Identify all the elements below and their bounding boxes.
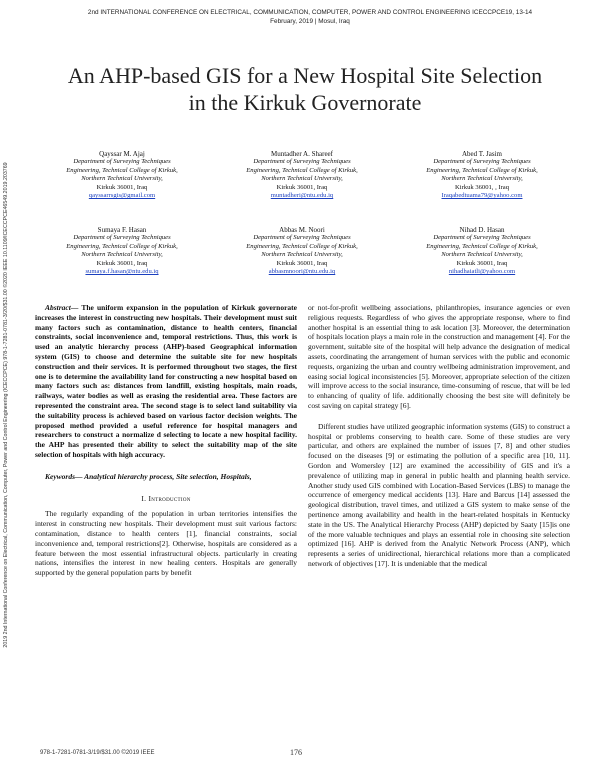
- author-dept: Department of Surveying Techniques: [73, 234, 171, 242]
- abstract: [35, 303, 297, 460]
- right-column: [308, 303, 570, 569]
- author-name: Abbas M. Noori: [279, 226, 325, 234]
- keywords: Keywords— Analytical hierarchy process, Site selection, Hospitals,: [45, 471, 252, 481]
- author-college: Engineering, Technical College of Kirkuk,: [246, 242, 358, 250]
- conference-header: [40, 8, 580, 26]
- author-univ: Northern Technical University,: [261, 251, 343, 259]
- author-city: Kirkuk 36001, , Iraq: [454, 183, 510, 191]
- title-line-1: An AHP-based GIS for a New Hospital Site Selection: [67, 63, 543, 88]
- author-univ: Northern Technical University,: [81, 175, 163, 183]
- author-block: [212, 226, 392, 276]
- author-univ: Northern Technical University,: [261, 175, 343, 183]
- author-email[interactable]: nihadhaiatli@yahoo.com: [448, 268, 516, 276]
- title-line-2: in the Kirkuk Governorate: [188, 90, 422, 115]
- page-number: 176: [290, 748, 302, 757]
- author-college: Engineering, Technical College of Kirkuk,: [246, 166, 358, 174]
- author-college: Engineering, Technical College of Kirkuk,: [66, 242, 178, 250]
- author-block: [392, 150, 572, 200]
- author-college: Engineering, Technical College of Kirkuk,: [66, 166, 178, 174]
- author-block: [212, 150, 392, 200]
- body-paragraph: Different studies have utilized geographic information systems (GIS) to construct a hospital or problems conserving to health care. Some of these studies are very particular, and others are explained the number of issues [7, 8] and other studies focused on the diseases [9] or estimating the pollution of a specific area [10, 11]. Gordon and Womersley [12] are examined the accessibility of GIS and it's a prevalence of utilizing map in general in public health and planning health service. Another study used GIS combined with Location-Based Services (LBS) to manage the occurrence of emergency medical accidents [13]. Hare and Barcus [14] assessed the geological distribution, travel times, and utilized a GIS system to make sense of the pertinence among availability and health in the heart-related hospitals in Kentucky state in the US. The Analytical Hierarchy Process (AHP) depicted by Saaty [15]is one of the more valuable techniques and plays an essential role in choosing site selection optimized [16]. AHP is derived from the Analytic Network Process (ANP), which represents a series of unidirectional, hierarchical relations more than a complicated network of objectives [17]. It is undeniable that the medical: [308, 421, 570, 568]
- author-name: Sumaya F. Hasan: [97, 226, 147, 234]
- author-city: Kirkuk 36001, Iraq: [276, 259, 328, 267]
- author-city: Kirkuk 36001, Iraq: [456, 259, 508, 267]
- author-name: Abed T. Jasim: [462, 150, 502, 158]
- author-city: Kirkuk 36001, Iraq: [96, 183, 148, 191]
- section-heading: I. Introduction: [141, 493, 191, 503]
- author-name: Muntadher A. Shareef: [270, 150, 333, 158]
- author-email[interactable]: muntadheri@ntu.edu.iq: [270, 192, 334, 200]
- left-column: [35, 303, 297, 578]
- author-univ: Northern Technical University,: [441, 251, 523, 259]
- copyright-footer: 978-1-7281-0781-3/19/$31.00 ©2019 IEEE: [40, 750, 155, 756]
- author-name: Nihad D. Hasan: [459, 226, 505, 234]
- author-email[interactable]: qayssarrsgis@gmail.com: [88, 192, 156, 200]
- author-city: Kirkuk 36001, Iraq: [276, 183, 328, 191]
- intro-paragraph: The regularly expanding of the population in urban territories intensifies the interest in constructing new hospitals. Their development must suit various factors: contamination, distance to health centers [1], financial constraints, social inconvenience and, temporal restrictions[2]. Otherwise, hospitals are considered as a feature between the most essential infrastructural objects. particularly in creating nations, intensifies the interest in new healing centers. Hospitals are generally supported by the general population parts by benefit: [35, 509, 297, 578]
- author-block: [32, 226, 212, 276]
- author-college: Engineering, Technical College of Kirkuk,: [426, 242, 538, 250]
- body-paragraph: or not-for-profit wellbeing associations, philanthropies, insurance agencies or even religious requests. Regardless of who gives the appropriate response, where to find another hospital is an essential thing to ask location [3]. Moreover, the determination of hospitals location plays a main role in the construction and management [4]. For the government, suitable site of the hospital will help advance the designation of medical assets, coordinating the arrangement of human services with the public and economic requests, organizing the urban and country wellbeing administration improvement, and easing social logical inconsistencies [5]. Moreover, appropriate selection of the citizen will improve access to the social insurance, time-consuming of rescue, that will be led to enhancing of quality of life. additionally choosing the best site will definitely be cost saving on capital strategy [6].: [308, 303, 570, 410]
- conference-line-1: 2nd INTERNATIONAL CONFERENCE ON ELECTRICAL, COMMUNICATION, COMPUTER, POWER AND CONTROL ENGINEERING ICECCPCE19, 13-14: [87, 9, 533, 16]
- author-name: Qayssar M. Ajaj: [99, 150, 145, 158]
- author-email[interactable]: abbasmnoori@ntu.edu.iq: [268, 268, 336, 276]
- author-college: Engineering, Technical College of Kirkuk,: [426, 166, 538, 174]
- author-dept: Department of Surveying Techniques: [253, 234, 351, 242]
- author-dept: Department of Surveying Techniques: [433, 234, 531, 242]
- author-univ: Northern Technical University,: [81, 251, 163, 259]
- abstract-text: The uniform expansion in the population of Kirkuk governorate increases the interest in constructing new hospitals. Their development must suit many factors such as contamination, distance to health centers, financial constraints, social inconvenience and, temporal restrictions. Thus, this work is used an analytic hierarchy process (AHP)-based Geographical information system (GIS) to choose and determine the suitable site for new hospitals construction and their services. It is performed throughout two stages, the first one is to determine the availability land for constructing a new hospital based on many factors such as: distances from landfill, existing hospitals, main roads, railways, water bodies as well as erasing the residential area. These factors are represented the constraint area. The second stage is to select land suitability via the suitability process is achieved based on various factor decision weights. The proposed method provided a useful reference for hospital managers and researchers to construct a normalize d selecting to locate a new hospital facility. the AHP has presented their ability to select the suitability map of the site selection of hospitals with high accuracy.: [35, 303, 297, 459]
- abstract-lead: Abstract—: [45, 303, 79, 312]
- paper-title: [40, 62, 570, 116]
- author-block: [392, 226, 572, 276]
- sidebar-text: 2019 2nd International Conference on Electrical, Communication, Computer, Power and Control Engineering (ICECCPCE) 978-1-7281-0781-3/20/$31.00 ©2020 IEEE 10.1109/ICECCPCE46549.2019.203769: [3, 162, 9, 648]
- author-dept: Department of Surveying Techniques: [253, 158, 351, 166]
- author-dept: Department of Surveying Techniques: [433, 158, 531, 166]
- author-city: Kirkuk 36001, Iraq: [96, 259, 148, 267]
- conference-line-2: February, 2019 | Mosul, Iraq: [270, 18, 350, 25]
- author-block: [32, 150, 212, 200]
- doi-sidebar: [0, 60, 12, 750]
- author-email[interactable]: sumaya.f.hasan@ntu.edu.iq: [85, 268, 159, 276]
- author-dept: Department of Surveying Techniques: [73, 158, 171, 166]
- author-univ: Northern Technical University,: [441, 175, 523, 183]
- author-email[interactable]: Iraqabedtuama79@yahoo.com: [441, 192, 523, 200]
